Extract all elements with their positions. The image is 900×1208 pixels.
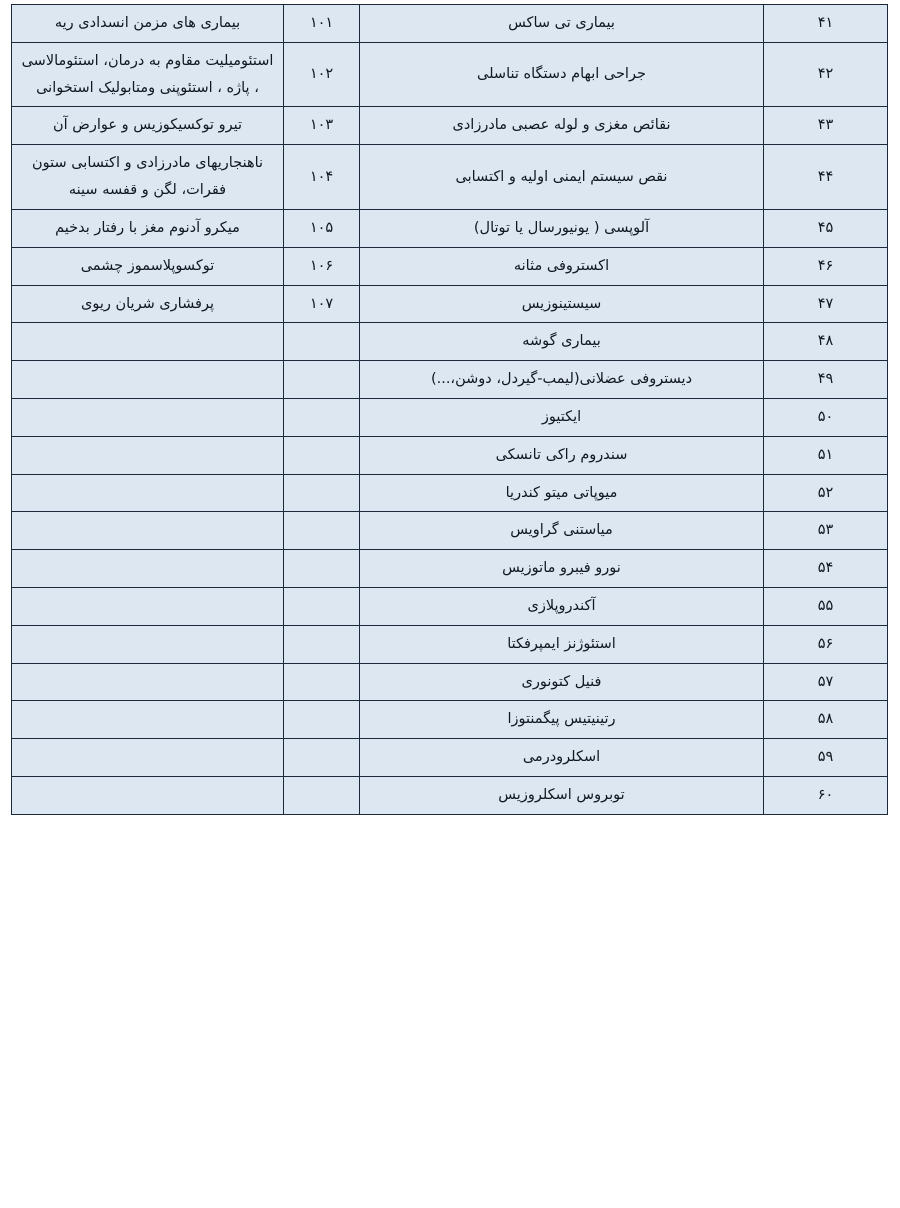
table-row [12, 247, 888, 285]
row-number-left [284, 512, 360, 550]
row-number-left: ۱۰۵ [284, 209, 360, 247]
row-number-right: ۵۵ [764, 588, 888, 626]
row-number-left [284, 436, 360, 474]
row-number-left [284, 777, 360, 815]
disease-name-cell: بیماری گوشه [360, 323, 764, 361]
table-row [12, 739, 888, 777]
row-number-right: ۶۰ [764, 777, 888, 815]
disease-description-cell [12, 398, 284, 436]
table-row [12, 663, 888, 701]
disease-description-cell [12, 323, 284, 361]
table-row [12, 107, 888, 145]
disease-description-cell [12, 361, 284, 399]
disease-description-cell [12, 512, 284, 550]
row-number-left [284, 323, 360, 361]
disease-name-cell: نقص سیستم ایمنی اولیه و اکتسابی [360, 145, 764, 210]
row-number-right: ۵۷ [764, 663, 888, 701]
table-row [12, 777, 888, 815]
row-number-left: ۱۰۶ [284, 247, 360, 285]
disease-name-cell: آکندروپلازی [360, 588, 764, 626]
disease-description-cell [12, 625, 284, 663]
row-number-right: ۴۲ [764, 42, 888, 107]
disease-name-cell: استئوژنز ایمپرفکتا [360, 625, 764, 663]
disease-name-cell: توبروس اسکلروزیس [360, 777, 764, 815]
disease-description-cell: پرفشاری شریان ریوی [12, 285, 284, 323]
disease-description-cell [12, 436, 284, 474]
disease-name-cell: سیستینوزیس [360, 285, 764, 323]
disease-name-cell: جراحی ابهام دستگاه تناسلی [360, 42, 764, 107]
row-number-right: ۵۸ [764, 701, 888, 739]
disease-description-cell: توکسوپلاسموز چشمی [12, 247, 284, 285]
row-number-right: ۴۳ [764, 107, 888, 145]
table-row [12, 5, 888, 43]
disease-name-cell: ایکتیوز [360, 398, 764, 436]
row-number-left: ۱۰۲ [284, 42, 360, 107]
row-number-right: ۴۸ [764, 323, 888, 361]
table-body [12, 5, 888, 815]
disease-description-cell [12, 777, 284, 815]
row-number-left: ۱۰۳ [284, 107, 360, 145]
disease-description-cell: استئومیلیت مقاوم به درمان، استئومالاسی ، پاژه ، استئوپنی ومتابولیک استخوانی [12, 42, 284, 107]
row-number-left: ۱۰۴ [284, 145, 360, 210]
table-row [12, 701, 888, 739]
table-row [12, 550, 888, 588]
disease-name-cell: فنیل کتونوری [360, 663, 764, 701]
row-number-right: ۴۷ [764, 285, 888, 323]
row-number-right: ۵۱ [764, 436, 888, 474]
table-row [12, 361, 888, 399]
disease-name-cell: بیماری تی ساکس [360, 5, 764, 43]
row-number-left [284, 588, 360, 626]
disease-description-cell: میکرو آدنوم مغز با رفتار بدخیم [12, 209, 284, 247]
row-number-left [284, 663, 360, 701]
row-number-right: ۴۴ [764, 145, 888, 210]
table-row [12, 625, 888, 663]
table-row [12, 42, 888, 107]
table-row [12, 398, 888, 436]
table-row [12, 474, 888, 512]
disease-name-cell: اسکلرودرمی [360, 739, 764, 777]
disease-name-cell: اکستروفی مثانه [360, 247, 764, 285]
disease-description-cell [12, 739, 284, 777]
row-number-right: ۵۶ [764, 625, 888, 663]
row-number-left: ۱۰۷ [284, 285, 360, 323]
row-number-left [284, 701, 360, 739]
row-number-right: ۴۶ [764, 247, 888, 285]
disease-table [11, 4, 888, 815]
table-row [12, 436, 888, 474]
disease-description-cell [12, 550, 284, 588]
row-number-left [284, 625, 360, 663]
table-row [12, 588, 888, 626]
disease-name-cell: نورو فیبرو ماتوزیس [360, 550, 764, 588]
table-row [12, 285, 888, 323]
table-row [12, 209, 888, 247]
table-row [12, 512, 888, 550]
row-number-left [284, 550, 360, 588]
disease-name-cell: میاستنی گراویس [360, 512, 764, 550]
disease-name-cell: میوپاتی میتو کندریا [360, 474, 764, 512]
row-number-right: ۵۳ [764, 512, 888, 550]
row-number-right: ۵۴ [764, 550, 888, 588]
row-number-right: ۵۰ [764, 398, 888, 436]
table-row [12, 323, 888, 361]
row-number-right: ۵۹ [764, 739, 888, 777]
disease-description-cell: تیرو توکسیکوزیس و عوارض آن [12, 107, 284, 145]
disease-description-cell [12, 588, 284, 626]
row-number-right: ۴۱ [764, 5, 888, 43]
row-number-right: ۴۵ [764, 209, 888, 247]
disease-name-cell: رتینیتیس پیگمنتوزا [360, 701, 764, 739]
disease-description-cell [12, 663, 284, 701]
table-row [12, 145, 888, 210]
row-number-right: ۵۲ [764, 474, 888, 512]
disease-name-cell: نقائص مغزی و لوله عصبی مادرزادی [360, 107, 764, 145]
row-number-left [284, 474, 360, 512]
row-number-left [284, 361, 360, 399]
row-number-right: ۴۹ [764, 361, 888, 399]
disease-name-cell: آلوپسی ( یونیورسال یا توتال) [360, 209, 764, 247]
row-number-left [284, 739, 360, 777]
row-number-left [284, 398, 360, 436]
disease-name-cell: دیستروفی عضلانی(لیمب-گیردل، دوشن،...) [360, 361, 764, 399]
disease-description-cell [12, 474, 284, 512]
disease-description-cell: بیماری های مزمن انسدادی ریه [12, 5, 284, 43]
disease-description-cell: ناهنجاریهای مادرزادی و اکتسابی ستون فقرات، لگن و قفسه سینه [12, 145, 284, 210]
disease-description-cell [12, 701, 284, 739]
disease-name-cell: سندروم راکی تانسکی [360, 436, 764, 474]
row-number-left: ۱۰۱ [284, 5, 360, 43]
